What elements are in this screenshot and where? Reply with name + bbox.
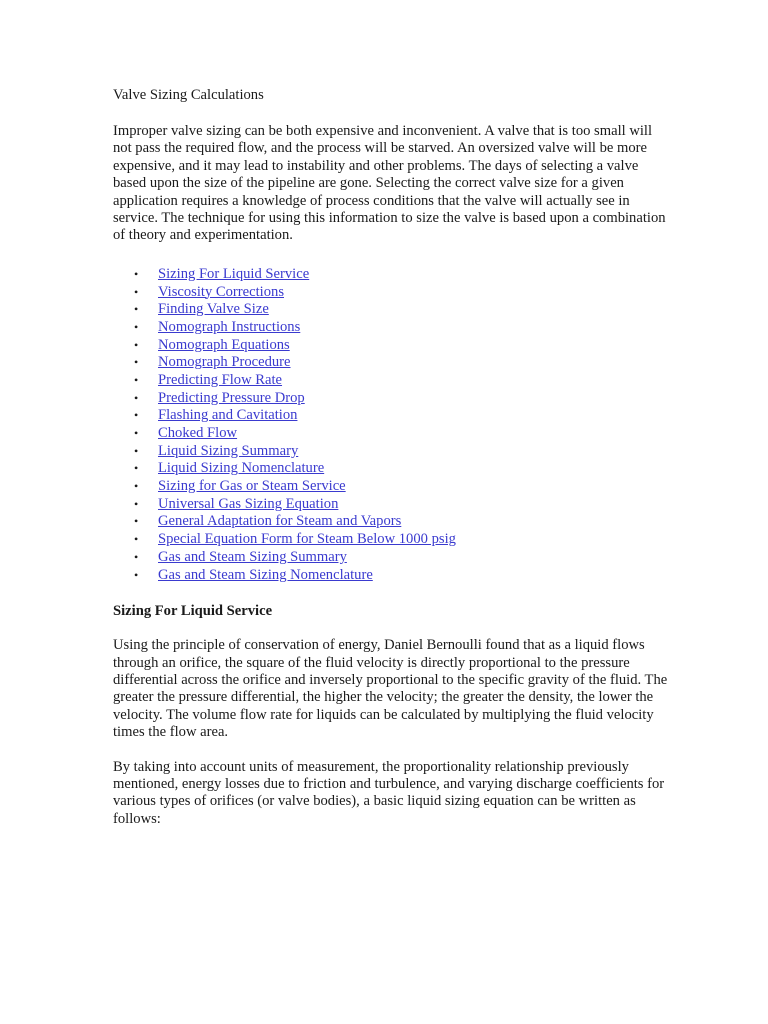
toc-item bbox=[134, 496, 673, 514]
toc-link-universal-gas-sizing-equation[interactable]: Universal Gas Sizing Equation bbox=[158, 495, 339, 512]
document-title: Valve Sizing Calculations bbox=[113, 87, 264, 103]
toc-link-liquid-sizing-summary[interactable]: Liquid Sizing Summary bbox=[158, 442, 299, 459]
toc-link-finding-valve-size[interactable]: Finding Valve Size bbox=[158, 301, 269, 318]
bullet-icon: • bbox=[134, 426, 139, 441]
toc-link-sizing-for-gas-or-steam-service[interactable]: Sizing for Gas or Steam Service bbox=[158, 478, 346, 495]
toc-link-general-adaptation-steam-vapors[interactable]: General Adaptation for Steam and Vapors bbox=[158, 513, 402, 530]
document-page bbox=[113, 86, 673, 828]
toc-item bbox=[134, 460, 673, 478]
bullet-icon: • bbox=[134, 567, 139, 582]
bullet-icon: • bbox=[134, 443, 139, 458]
toc-item bbox=[134, 443, 673, 461]
bullet-icon: • bbox=[134, 319, 139, 334]
bullet-icon: • bbox=[134, 302, 139, 317]
toc-item bbox=[134, 301, 673, 319]
toc-item bbox=[134, 390, 673, 408]
toc-link-nomograph-equations[interactable]: Nomograph Equations bbox=[158, 336, 290, 353]
toc-item bbox=[134, 372, 673, 390]
toc-link-gas-steam-sizing-summary[interactable]: Gas and Steam Sizing Summary bbox=[158, 548, 347, 565]
bullet-icon: • bbox=[134, 390, 139, 405]
toc-link-predicting-pressure-drop[interactable]: Predicting Pressure Drop bbox=[158, 389, 305, 406]
intro-paragraph: Improper valve sizing can be both expensive and inconvenient. A valve that is too small will not pass the required flow, and the process will be starved. An oversized valve will be more expensive, and it may lead to instability and other problems. The days of selecting a valve based upon the size of the pipeline are gone. Selecting the correct valve size for a given application requires a knowledge of process conditions that the valve will actually see in service. The technique for using this information to size the valve is based upon a combination of theory and experimentation. bbox=[113, 123, 666, 244]
toc-item bbox=[134, 319, 673, 337]
bullet-icon: • bbox=[134, 514, 139, 529]
toc-item bbox=[134, 337, 673, 355]
bernoulli-paragraph: Using the principle of conservation of energy, Daniel Bernoulli found that as a liquid flows through an orifice, the square of the fluid velocity is directly proportional to the pressure differential across the orifice and inversely proportional to the specific gravity of the fluid. The greater the pressure differential, the higher the velocity; the greater the density, the lower the velocity. The volume flow rate for liquids can be calculated by multiplying the fluid velocity times the flow area. bbox=[113, 637, 668, 741]
sizing-equation-paragraph: By taking into account units of measurement, the proportionality relationship previously mentioned, energy losses due to friction and turbulence, and varying discharge coefficients for various types of orifices (or valve bodies), a basic liquid sizing equation can be written as follows: bbox=[113, 758, 665, 827]
toc-item bbox=[134, 531, 673, 549]
toc-link-viscosity-corrections[interactable]: Viscosity Corrections bbox=[158, 283, 284, 300]
toc-link-special-equation-steam[interactable]: Special Equation Form for Steam Below 1000 psig bbox=[158, 531, 456, 548]
toc-link-choked-flow[interactable]: Choked Flow bbox=[158, 425, 238, 442]
bullet-icon: • bbox=[134, 408, 139, 423]
toc-item bbox=[134, 478, 673, 496]
toc-link-sizing-for-liquid-service[interactable]: Sizing For Liquid Service bbox=[158, 265, 310, 282]
toc-item bbox=[134, 513, 673, 531]
toc-link-liquid-sizing-nomenclature[interactable]: Liquid Sizing Nomenclature bbox=[158, 460, 325, 477]
bullet-icon: • bbox=[134, 461, 139, 476]
bullet-icon: • bbox=[134, 284, 139, 299]
bullet-icon: • bbox=[134, 479, 139, 494]
toc-link-nomograph-procedure[interactable]: Nomograph Procedure bbox=[158, 354, 291, 371]
table-of-contents bbox=[113, 266, 673, 584]
toc-item bbox=[134, 354, 673, 372]
bullet-icon: • bbox=[134, 532, 139, 547]
bullet-icon: • bbox=[134, 496, 139, 511]
bullet-icon: • bbox=[134, 337, 139, 352]
toc-item bbox=[134, 266, 673, 284]
bullet-icon: • bbox=[134, 266, 139, 281]
toc-link-nomograph-instructions[interactable]: Nomograph Instructions bbox=[158, 318, 301, 335]
bullet-icon: • bbox=[134, 372, 139, 387]
toc-item bbox=[134, 284, 673, 302]
toc-item bbox=[134, 425, 673, 443]
toc-link-predicting-flow-rate[interactable]: Predicting Flow Rate bbox=[158, 371, 283, 388]
toc-link-gas-steam-sizing-nomenclature[interactable]: Gas and Steam Sizing Nomenclature bbox=[158, 566, 373, 583]
bullet-icon: • bbox=[134, 355, 139, 370]
toc-link-flashing-and-cavitation[interactable]: Flashing and Cavitation bbox=[158, 407, 298, 424]
toc-item bbox=[134, 549, 673, 567]
bullet-icon: • bbox=[134, 549, 139, 564]
toc-item bbox=[134, 567, 673, 585]
section-heading-liquid-service: Sizing For Liquid Service bbox=[113, 603, 273, 620]
toc-item bbox=[134, 407, 673, 425]
